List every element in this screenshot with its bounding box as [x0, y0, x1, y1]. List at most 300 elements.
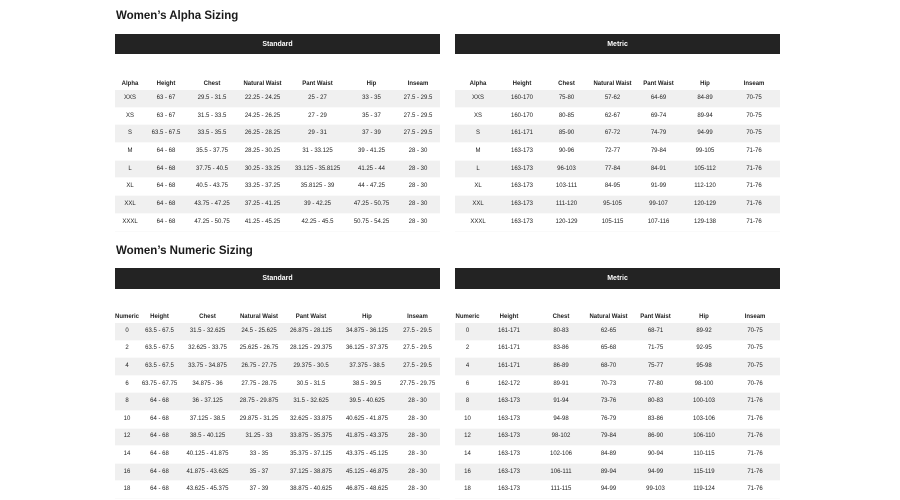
as-cell-hip: 44 - 47.25	[347, 178, 396, 196]
am-cell-inseam: 71-76	[728, 178, 780, 196]
ns-cell-pant-waist: 33.875 - 35.375	[283, 428, 339, 446]
am-cell-inseam: 71-76	[728, 196, 780, 214]
nm-cell-natural-waist: 79-84	[584, 428, 633, 446]
am-cell-height: 163-173	[501, 213, 543, 231]
nm-cell-pant-waist: 75-77	[633, 358, 678, 376]
am-cell-natural-waist: 95-105	[590, 196, 635, 214]
am-cell-chest: 85-90	[543, 125, 590, 143]
ns-cell-pant-waist: 37.125 - 38.875	[283, 463, 339, 481]
ns-cell-inseam: 27.5 - 29.5	[395, 323, 440, 340]
as-cell-pant-waist: 25 - 27	[288, 90, 347, 107]
as-cell-height: 64 - 68	[145, 160, 187, 178]
as-cell-hip: 50.75 - 54.25	[347, 213, 396, 231]
nm-col-header-chest: Chest	[552, 314, 570, 320]
ns-col-header-natural-waist: Natural Waist	[239, 314, 279, 320]
nm-cell-height: 163-173	[480, 428, 538, 446]
am-cell-hip: 94-99	[682, 125, 728, 143]
am-cell-hip: 99-105	[682, 143, 728, 161]
nm-banner: Metric	[455, 268, 780, 289]
as-table-row	[115, 178, 440, 196]
ns-cell-inseam: 27.75 - 29.75	[395, 375, 440, 393]
as-cell-natural-waist: 41.25 - 45.25	[237, 213, 288, 231]
ns-cell-numeric: 16	[115, 463, 139, 481]
as-banner-row	[115, 34, 440, 54]
nm-cell-inseam: 70-75	[730, 358, 780, 376]
alpha-metric-table	[455, 34, 780, 232]
as-cell-inseam: 28 - 30	[396, 178, 440, 196]
as-cell-chest: 29.5 - 31.5	[187, 90, 237, 107]
ns-cell-natural-waist: 33 - 35	[235, 446, 283, 464]
as-cell-natural-waist: 22.25 - 24.25	[237, 90, 288, 107]
ns-cell-natural-waist: 35 - 37	[235, 463, 283, 481]
ns-cell-inseam: 28 - 30	[395, 410, 440, 428]
ns-cell-height: 63.75 - 67.75	[139, 375, 180, 393]
as-cell-alpha: XL	[115, 178, 145, 196]
ns-cell-height: 64 - 68	[139, 463, 180, 481]
ns-cell-pant-waist: 31.5 - 32.625	[283, 393, 339, 411]
am-cell-hip: 129-138	[682, 213, 728, 231]
am-cell-chest: 90-96	[543, 143, 590, 161]
nm-cell-pant-waist: 99-103	[633, 481, 678, 499]
ns-cell-natural-waist: 24.5 - 25.625	[235, 323, 283, 340]
as-cell-natural-waist: 37.25 - 41.25	[237, 196, 288, 214]
am-cell-pant-waist: 79-84	[635, 143, 682, 161]
am-cell-alpha: XL	[455, 178, 501, 196]
am-table-row	[455, 213, 780, 231]
as-col-header-natural-waist: Natural Waist	[243, 81, 282, 87]
as-cell-inseam: 28 - 30	[396, 213, 440, 231]
nm-cell-height: 163-173	[480, 393, 538, 411]
nm-table-row	[455, 463, 780, 481]
ns-table-row	[115, 410, 440, 428]
nm-cell-pant-waist: 71-75	[633, 340, 678, 358]
nm-cell-numeric: 10	[455, 410, 480, 428]
nm-cell-hip: 89-92	[678, 323, 730, 340]
nm-cell-pant-waist: 86-90	[633, 428, 678, 446]
ns-table-row	[115, 340, 440, 358]
ns-cell-pant-waist: 28.125 - 29.375	[283, 340, 339, 358]
ns-cell-inseam: 27.5 - 29.5	[395, 340, 440, 358]
am-table-row	[455, 160, 780, 178]
as-cell-chest: 43.75 - 47.25	[187, 196, 237, 214]
ns-cell-inseam: 28 - 30	[395, 463, 440, 481]
ns-cell-height: 64 - 68	[139, 428, 180, 446]
nm-cell-hip: 115-119	[678, 463, 730, 481]
am-cell-pant-waist: 99-107	[635, 196, 682, 214]
am-cell-hip: 105-112	[682, 160, 728, 178]
am-col-header-alpha: Alpha	[469, 81, 487, 87]
nm-col-header-pant-waist: Pant Waist	[640, 314, 671, 320]
ns-col-header-hip: Hip	[362, 314, 372, 320]
ns-cell-numeric: 2	[115, 340, 139, 358]
nm-cell-inseam: 70-76	[730, 375, 780, 393]
nm-cell-hip: 98-100	[678, 375, 730, 393]
as-cell-height: 64 - 68	[145, 196, 187, 214]
nm-table-row	[455, 375, 780, 393]
ns-cell-inseam: 28 - 30	[395, 446, 440, 464]
as-header-row	[115, 54, 440, 90]
ns-cell-natural-waist: 37 - 39	[235, 481, 283, 499]
ns-cell-natural-waist: 27.75 - 28.75	[235, 375, 283, 393]
nm-cell-natural-waist: 62-65	[584, 323, 633, 340]
as-cell-height: 64 - 68	[145, 213, 187, 231]
am-col-header-height: Height	[512, 81, 532, 87]
ns-cell-chest: 34.875 - 36	[180, 375, 235, 393]
am-cell-pant-waist: 64-69	[635, 90, 682, 107]
ns-cell-chest: 40.125 - 41.875	[180, 446, 235, 464]
am-col-header-natural-waist: Natural Waist	[593, 81, 632, 87]
nm-cell-numeric: 4	[455, 358, 480, 376]
nm-table-row	[455, 393, 780, 411]
nm-cell-hip: 119-124	[678, 481, 730, 499]
ns-cell-numeric: 6	[115, 375, 139, 393]
nm-cell-pant-waist: 83-86	[633, 410, 678, 428]
nm-cell-inseam: 71-76	[730, 428, 780, 446]
nm-table-row	[455, 446, 780, 464]
as-cell-pant-waist: 33.125 - 35.8125	[288, 160, 347, 178]
nm-cell-chest: 89-91	[538, 375, 584, 393]
as-cell-chest: 33.5 - 35.5	[187, 125, 237, 143]
as-cell-inseam: 27.5 - 29.5	[396, 90, 440, 107]
am-table-row	[455, 196, 780, 214]
am-cell-natural-waist: 72-77	[590, 143, 635, 161]
nm-cell-inseam: 71-76	[730, 446, 780, 464]
nm-cell-chest: 111-115	[538, 481, 584, 499]
as-cell-hip: 35 - 37	[347, 107, 396, 125]
as-cell-pant-waist: 42.25 - 45.5	[288, 213, 347, 231]
nm-table-row	[455, 340, 780, 358]
am-col-header-pant-waist: Pant Waist	[643, 81, 674, 87]
ns-cell-hip: 38.5 - 39.5	[339, 375, 395, 393]
as-table-row	[115, 107, 440, 125]
as-cell-hip: 47.25 - 50.75	[347, 196, 396, 214]
nm-cell-numeric: 8	[455, 393, 480, 411]
ns-cell-pant-waist: 26.875 - 28.125	[283, 323, 339, 340]
nm-cell-height: 162-172	[480, 375, 538, 393]
ns-table-row	[115, 375, 440, 393]
am-banner-row	[455, 34, 780, 54]
nm-col-header-hip: Hip	[699, 314, 709, 320]
nm-cell-chest: 86-89	[538, 358, 584, 376]
ns-cell-hip: 37.375 - 38.5	[339, 358, 395, 376]
am-cell-height: 161-171	[501, 125, 543, 143]
nm-cell-chest: 94-98	[538, 410, 584, 428]
as-cell-alpha: XS	[115, 107, 145, 125]
ns-cell-pant-waist: 38.875 - 40.625	[283, 481, 339, 499]
as-col-header-height: Height	[156, 81, 176, 87]
am-cell-pant-waist: 69-74	[635, 107, 682, 125]
numeric-metric-table	[455, 268, 780, 499]
nm-cell-height: 163-173	[480, 481, 538, 499]
as-col-header-hip: Hip	[366, 81, 377, 87]
ns-table-row	[115, 323, 440, 340]
nm-cell-pant-waist: 68-71	[633, 323, 678, 340]
am-cell-hip: 120-129	[682, 196, 728, 214]
am-cell-pant-waist: 107-116	[635, 213, 682, 231]
nm-cell-inseam: 71-76	[730, 481, 780, 499]
ns-cell-hip: 40.625 - 41.875	[339, 410, 395, 428]
nm-cell-natural-waist: 70-73	[584, 375, 633, 393]
as-cell-inseam: 28 - 30	[396, 196, 440, 214]
am-cell-natural-waist: 57-62	[590, 90, 635, 107]
ns-cell-numeric: 18	[115, 481, 139, 499]
nm-cell-pant-waist: 80-83	[633, 393, 678, 411]
ns-cell-chest: 37.125 - 38.5	[180, 410, 235, 428]
ns-cell-natural-waist: 31.25 - 33	[235, 428, 283, 446]
as-cell-natural-waist: 28.25 - 30.25	[237, 143, 288, 161]
am-cell-natural-waist: 84-95	[590, 178, 635, 196]
ns-table-row	[115, 463, 440, 481]
nm-cell-hip: 110-115	[678, 446, 730, 464]
ns-table-row	[115, 446, 440, 464]
nm-cell-height: 163-173	[480, 410, 538, 428]
nm-cell-numeric: 0	[455, 323, 480, 340]
nm-col-header-numeric: Numeric	[455, 314, 480, 320]
as-cell-height: 64 - 68	[145, 143, 187, 161]
am-cell-height: 160-170	[501, 90, 543, 107]
nm-table-row	[455, 481, 780, 499]
ns-cell-chest: 32.625 - 33.75	[180, 340, 235, 358]
nm-cell-natural-waist: 68-70	[584, 358, 633, 376]
ns-col-header-numeric: Numeric	[115, 314, 139, 320]
am-cell-inseam: 71-76	[728, 213, 780, 231]
nm-col-header-height: Height	[499, 314, 519, 320]
am-col-header-hip: Hip	[700, 81, 710, 87]
am-table-row	[455, 143, 780, 161]
nm-cell-numeric: 14	[455, 446, 480, 464]
ns-cell-hip: 41.875 - 43.375	[339, 428, 395, 446]
as-cell-height: 64 - 68	[145, 178, 187, 196]
am-cell-alpha: XS	[455, 107, 501, 125]
am-cell-height: 163-173	[501, 143, 543, 161]
am-cell-chest: 96-103	[543, 160, 590, 178]
as-cell-alpha: M	[115, 143, 145, 161]
am-cell-inseam: 70-75	[728, 125, 780, 143]
as-cell-hip: 33 - 35	[347, 90, 396, 107]
as-cell-pant-waist: 39 - 42.25	[288, 196, 347, 214]
nm-table-row	[455, 428, 780, 446]
as-cell-hip: 41.25 - 44	[347, 160, 396, 178]
ns-cell-numeric: 4	[115, 358, 139, 376]
nm-cell-height: 161-171	[480, 340, 538, 358]
alpha-standard-table	[115, 34, 440, 232]
as-table-row	[115, 196, 440, 214]
nm-cell-hip: 95-98	[678, 358, 730, 376]
ns-cell-chest: 33.75 - 34.875	[180, 358, 235, 376]
am-cell-natural-waist: 62-67	[590, 107, 635, 125]
nm-cell-natural-waist: 84-89	[584, 446, 633, 464]
nm-cell-natural-waist: 76-79	[584, 410, 633, 428]
as-col-header-inseam: Inseam	[407, 81, 429, 87]
am-cell-hip: 84-89	[682, 90, 728, 107]
ns-col-header-height: Height	[150, 314, 169, 320]
ns-cell-height: 64 - 68	[139, 393, 180, 411]
nm-table-row	[455, 323, 780, 340]
am-cell-chest: 120-129	[543, 213, 590, 231]
ns-cell-natural-waist: 25.625 - 26.75	[235, 340, 283, 358]
am-col-header-inseam: Inseam	[743, 81, 765, 87]
nm-cell-hip: 106-110	[678, 428, 730, 446]
am-cell-inseam: 71-76	[728, 160, 780, 178]
am-cell-hip: 112-120	[682, 178, 728, 196]
as-cell-height: 63 - 67	[145, 107, 187, 125]
am-cell-chest: 103-111	[543, 178, 590, 196]
nm-cell-numeric: 16	[455, 463, 480, 481]
nm-cell-chest: 80-83	[538, 323, 584, 340]
as-cell-pant-waist: 29 - 31	[288, 125, 347, 143]
nm-col-header-inseam: Inseam	[744, 314, 766, 320]
numeric-section-title: Women’s Numeric Sizing	[116, 245, 253, 257]
am-col-header-chest: Chest	[558, 81, 575, 87]
nm-cell-natural-waist: 94-99	[584, 481, 633, 499]
nm-table-row	[455, 410, 780, 428]
am-cell-alpha: XXL	[455, 196, 501, 214]
nm-cell-pant-waist: 94-99	[633, 463, 678, 481]
as-cell-natural-waist: 26.25 - 28.25	[237, 125, 288, 143]
nm-cell-chest: 98-102	[538, 428, 584, 446]
am-cell-alpha: M	[455, 143, 501, 161]
ns-cell-chest: 41.875 - 43.625	[180, 463, 235, 481]
ns-banner: Standard	[115, 268, 440, 289]
as-cell-inseam: 27.5 - 29.5	[396, 125, 440, 143]
am-banner: Metric	[455, 34, 780, 54]
ns-cell-hip: 46.875 - 48.625	[339, 481, 395, 499]
as-cell-chest: 47.25 - 50.75	[187, 213, 237, 231]
as-cell-chest: 40.5 - 43.75	[187, 178, 237, 196]
nm-cell-inseam: 71-76	[730, 393, 780, 411]
as-cell-alpha: XXXL	[115, 213, 145, 231]
nm-cell-height: 163-173	[480, 463, 538, 481]
ns-cell-height: 64 - 68	[139, 481, 180, 499]
ns-cell-hip: 43.375 - 45.125	[339, 446, 395, 464]
as-cell-chest: 37.75 - 40.5	[187, 160, 237, 178]
ns-cell-height: 64 - 68	[139, 410, 180, 428]
nm-table-row	[455, 358, 780, 376]
nm-banner-row	[455, 268, 780, 289]
nm-col-header-natural-waist: Natural Waist	[589, 314, 628, 320]
nm-cell-inseam: 70-75	[730, 340, 780, 358]
as-cell-inseam: 28 - 30	[396, 143, 440, 161]
as-cell-natural-waist: 24.25 - 26.25	[237, 107, 288, 125]
as-cell-pant-waist: 27 - 29	[288, 107, 347, 125]
as-cell-natural-waist: 33.25 - 37.25	[237, 178, 288, 196]
ns-col-header-inseam: Inseam	[407, 314, 428, 320]
am-cell-chest: 75-80	[543, 90, 590, 107]
ns-cell-chest: 43.625 - 45.375	[180, 481, 235, 499]
as-cell-alpha: L	[115, 160, 145, 178]
nm-cell-height: 161-171	[480, 323, 538, 340]
nm-cell-chest: 102-106	[538, 446, 584, 464]
am-cell-chest: 80-85	[543, 107, 590, 125]
nm-cell-inseam: 71-76	[730, 463, 780, 481]
ns-cell-pant-waist: 35.375 - 37.125	[283, 446, 339, 464]
ns-cell-natural-waist: 28.75 - 29.875	[235, 393, 283, 411]
nm-cell-hip: 103-106	[678, 410, 730, 428]
am-cell-height: 163-173	[501, 196, 543, 214]
ns-cell-height: 63.5 - 67.5	[139, 323, 180, 340]
nm-cell-chest: 106-111	[538, 463, 584, 481]
as-col-header-pant-waist: Pant Waist	[302, 81, 333, 87]
ns-cell-chest: 38.5 - 40.125	[180, 428, 235, 446]
as-col-header-chest: Chest	[203, 81, 221, 87]
as-table-row	[115, 143, 440, 161]
am-cell-natural-waist: 105-115	[590, 213, 635, 231]
am-cell-natural-waist: 67-72	[590, 125, 635, 143]
ns-cell-hip: 36.125 - 37.375	[339, 340, 395, 358]
am-table-row	[455, 125, 780, 143]
as-cell-inseam: 28 - 30	[396, 160, 440, 178]
nm-cell-natural-waist: 89-94	[584, 463, 633, 481]
ns-table-row	[115, 481, 440, 499]
ns-cell-height: 63.5 - 67.5	[139, 340, 180, 358]
ns-cell-pant-waist: 29.375 - 30.5	[283, 358, 339, 376]
as-cell-hip: 39 - 41.25	[347, 143, 396, 161]
nm-cell-height: 163-173	[480, 446, 538, 464]
ns-cell-numeric: 14	[115, 446, 139, 464]
nm-cell-numeric: 2	[455, 340, 480, 358]
nm-cell-hip: 100-103	[678, 393, 730, 411]
as-cell-alpha: XXS	[115, 90, 145, 107]
as-cell-natural-waist: 30.25 - 33.25	[237, 160, 288, 178]
alpha-section-title: Women’s Alpha Sizing	[116, 10, 239, 22]
am-cell-height: 163-173	[501, 160, 543, 178]
as-cell-hip: 37 - 39	[347, 125, 396, 143]
ns-header-row	[115, 289, 440, 323]
as-col-header-alpha: Alpha	[121, 81, 139, 87]
ns-col-header-pant-waist: Pant Waist	[295, 314, 327, 320]
ns-cell-natural-waist: 29.875 - 31.25	[235, 410, 283, 428]
nm-cell-natural-waist: 65-68	[584, 340, 633, 358]
am-cell-hip: 89-94	[682, 107, 728, 125]
am-cell-chest: 111-120	[543, 196, 590, 214]
am-cell-alpha: S	[455, 125, 501, 143]
as-table-row	[115, 125, 440, 143]
am-cell-inseam: 71-76	[728, 143, 780, 161]
am-table-row	[455, 107, 780, 125]
nm-cell-numeric: 18	[455, 481, 480, 499]
ns-cell-natural-waist: 26.75 - 27.75	[235, 358, 283, 376]
ns-cell-pant-waist: 30.5 - 31.5	[283, 375, 339, 393]
am-cell-height: 163-173	[501, 178, 543, 196]
am-cell-inseam: 70-75	[728, 90, 780, 107]
am-cell-alpha: L	[455, 160, 501, 178]
ns-cell-inseam: 28 - 30	[395, 481, 440, 499]
as-cell-height: 63.5 - 67.5	[145, 125, 187, 143]
ns-table-row	[115, 358, 440, 376]
ns-cell-chest: 36 - 37.125	[180, 393, 235, 411]
nm-cell-natural-waist: 73-76	[584, 393, 633, 411]
am-cell-natural-waist: 77-84	[590, 160, 635, 178]
ns-cell-height: 64 - 68	[139, 446, 180, 464]
nm-cell-hip: 92-95	[678, 340, 730, 358]
as-table-row	[115, 213, 440, 231]
am-cell-pant-waist: 91-99	[635, 178, 682, 196]
as-cell-pant-waist: 35.8125 - 39	[288, 178, 347, 196]
as-cell-alpha: S	[115, 125, 145, 143]
nm-cell-inseam: 70-75	[730, 323, 780, 340]
am-table-row	[455, 90, 780, 107]
as-cell-inseam: 27.5 - 29.5	[396, 107, 440, 125]
ns-col-header-chest: Chest	[199, 314, 216, 320]
ns-cell-numeric: 12	[115, 428, 139, 446]
am-cell-alpha: XXXL	[455, 213, 501, 231]
as-cell-chest: 31.5 - 33.5	[187, 107, 237, 125]
ns-cell-numeric: 10	[115, 410, 139, 428]
ns-cell-chest: 31.5 - 32.625	[180, 323, 235, 340]
am-cell-pant-waist: 74-79	[635, 125, 682, 143]
as-table-row	[115, 160, 440, 178]
as-table-row	[115, 90, 440, 107]
